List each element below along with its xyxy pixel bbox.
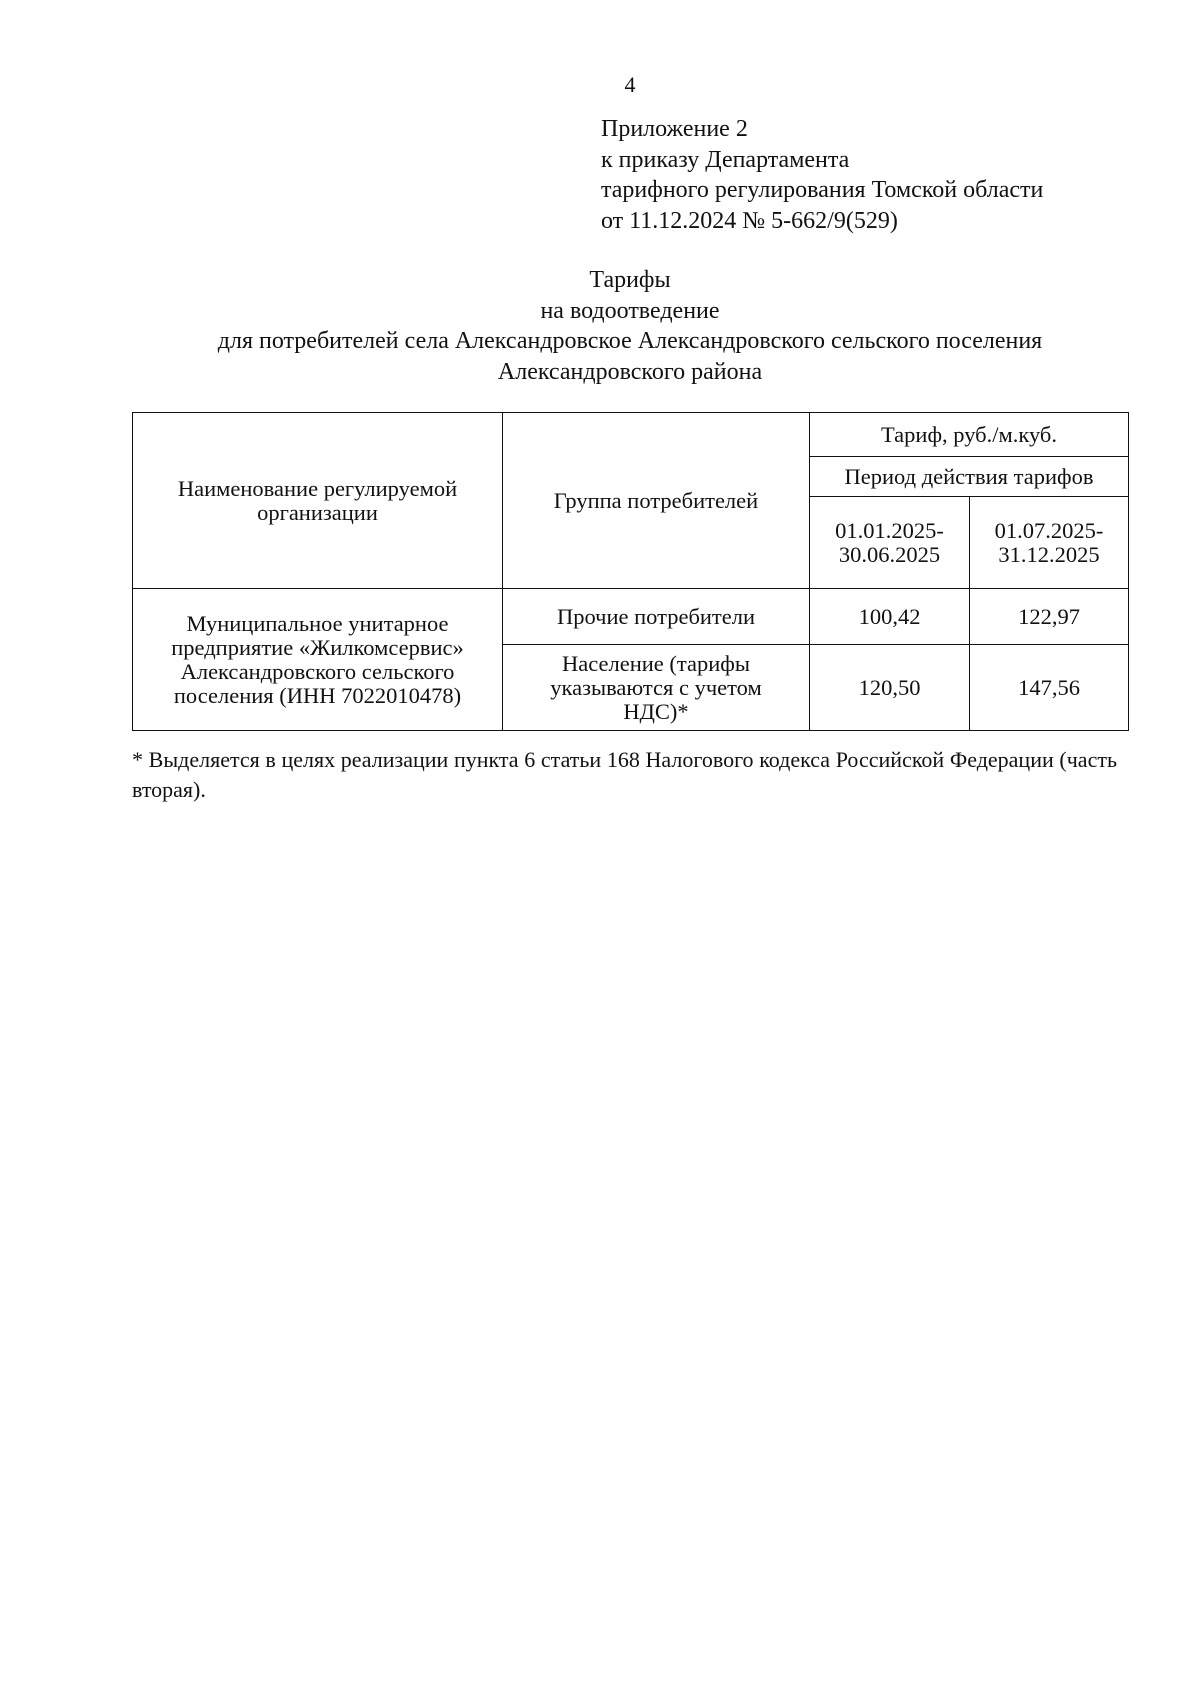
appendix-line-4: от 11.12.2024 № 5-662/9(529): [601, 207, 898, 234]
header-period: Период действия тарифов: [810, 457, 1129, 497]
title-line-1: Тарифы: [589, 267, 671, 293]
title-line-3: для потребителей села Александровское Александровского сельского поселения: [217, 328, 1043, 354]
tariff-table: [132, 412, 1129, 731]
group-cell: Население (тарифы указываются с учетом НДС)*: [503, 645, 810, 731]
header-tariff: Тариф, руб./м.куб.: [810, 413, 1129, 457]
group-cell: Прочие потребители: [503, 589, 810, 645]
document-title: [132, 265, 1128, 387]
value-cell: 147,56: [970, 645, 1129, 731]
appendix-line-3: тарифного регулирования Томской области: [601, 177, 1044, 203]
footnote: * Выделяется в целях реализации пункта 6 статьи 168 Налогового кодекса Российской Федерации (часть вторая).: [132, 747, 1117, 802]
appendix-header: [601, 114, 1043, 236]
appendix-line-1: Приложение 2: [601, 116, 748, 142]
header-period-1: 01.01.2025-30.06.2025: [810, 497, 970, 589]
header-group: Группа потребителей: [503, 413, 810, 589]
title-line-4: Александровского района: [497, 358, 763, 385]
page-number: 4: [624, 72, 636, 97]
value-cell: 122,97: [970, 589, 1129, 645]
table-row: [133, 589, 1129, 645]
table-header-row: [133, 413, 1129, 457]
title-line-2: на водоотведение: [540, 297, 720, 324]
value-cell: 100,42: [810, 589, 970, 645]
org-name-cell: Муниципальное унитарное предприятие «Жилкомсервис» Александровского сельского поселения (ИНН 7022010478): [133, 589, 503, 731]
header-org: Наименование регулируемой организации: [133, 413, 503, 589]
header-period-2: 01.07.2025-31.12.2025: [970, 497, 1129, 589]
value-cell: 120,50: [810, 645, 970, 731]
appendix-line-2: к приказу Департамента: [601, 146, 850, 173]
